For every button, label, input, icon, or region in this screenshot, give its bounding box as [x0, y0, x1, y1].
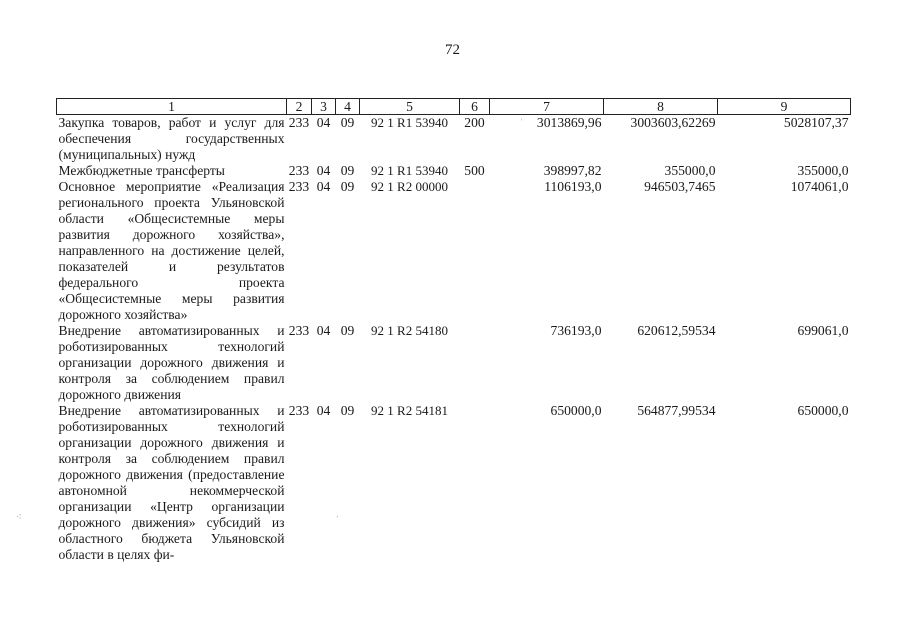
- cell-amount-3: 355000,0: [797, 163, 849, 178]
- cell-ministry-code: 233: [288, 163, 310, 178]
- cell-ministry-code: 233: [288, 323, 310, 338]
- col-header-8: 8: [604, 99, 718, 115]
- row-name: Внедрение автоматизированных и роботизированных технологий организации дорожного движения и контроля за соблюдением правил дорожного движения (предоставление автономной некоммерческой организации «Центр организации дорожного движения» субсидий из областного бюджета Ульяновской области в целях фи-: [58, 403, 285, 562]
- cell-expense-type: 500: [464, 163, 485, 178]
- cell-amount-3: 1074061,0: [790, 179, 849, 194]
- cell-amount-2: 946503,7465: [644, 179, 716, 194]
- table-row: [57, 403, 851, 563]
- cell-target-code: 92 1 R1 53940: [371, 115, 448, 130]
- cell-section: 04: [316, 115, 331, 130]
- col-header-7: 7: [490, 99, 604, 115]
- page-number: 72: [445, 42, 460, 58]
- cell-section: 04: [316, 403, 331, 418]
- cell-expense-type: 200: [464, 115, 485, 130]
- cell-amount-2: 620612,59534: [637, 323, 716, 338]
- cell-amount-1: 398997,82: [543, 163, 602, 178]
- table-row: [57, 179, 851, 323]
- cell-target-code: 92 1 R2 54180: [371, 323, 448, 338]
- scan-speck: ⁖: [16, 512, 22, 523]
- col-header-4: 4: [336, 99, 360, 115]
- cell-amount-2: 564877,99534: [637, 403, 716, 418]
- table-row: [57, 163, 851, 179]
- row-name: Основное мероприятие «Реализация регионального проекта Ульяновской области «Общесистемные меры развития дорожного хозяйства», направленного на достижение целей, показателей и результатов федерального проекта «Общесистемные меры развития дорожного хозяйства»: [58, 179, 285, 322]
- cell-ministry-code: 233: [288, 115, 310, 130]
- cell-target-code: 92 1 R1 53940: [371, 163, 448, 178]
- cell-expense-type: [460, 179, 490, 323]
- col-header-9: 9: [718, 99, 851, 115]
- cell-amount-2: 355000,0: [664, 163, 716, 178]
- col-header-5: 5: [360, 99, 460, 115]
- cell-subsection: 09: [340, 179, 355, 194]
- scan-speck: ˈ: [336, 515, 340, 526]
- cell-ministry-code: 233: [288, 179, 310, 194]
- row-name: Закупка товаров, работ и услуг для обеспечения государственных (муниципальных) нужд: [58, 115, 285, 162]
- cell-target-code: 92 1 R2 00000: [371, 179, 448, 194]
- cell-section: 04: [316, 179, 331, 194]
- cell-amount-1: 650000,0: [550, 403, 602, 418]
- col-header-2: 2: [287, 99, 312, 115]
- col-header-1: 1: [57, 99, 287, 115]
- cell-section: 04: [316, 323, 331, 338]
- cell-amount-1: 3013869,96: [536, 115, 602, 130]
- budget-table: [56, 98, 851, 563]
- cell-subsection: 09: [340, 163, 355, 178]
- cell-subsection: 09: [340, 403, 355, 418]
- cell-amount-1: 736193,0: [550, 323, 602, 338]
- col-header-6: 6: [460, 99, 490, 115]
- cell-expense-type: [460, 323, 490, 403]
- cell-subsection: 09: [340, 323, 355, 338]
- cell-target-code: 92 1 R2 54181: [371, 403, 448, 418]
- cell-section: 04: [316, 163, 331, 178]
- header-row: [57, 99, 851, 115]
- cell-amount-3: 699061,0: [797, 323, 849, 338]
- row-name: Внедрение автоматизированных и роботизированных технологий организации дорожного движения и контроля за соблюдением правил дорожного движения: [58, 323, 285, 402]
- cell-amount-1: 1106193,0: [544, 179, 602, 194]
- cell-expense-type: [460, 403, 490, 563]
- cell-amount-2: 3003603,62269: [630, 115, 716, 130]
- cell-ministry-code: 233: [288, 403, 310, 418]
- col-header-3: 3: [312, 99, 336, 115]
- row-name: Межбюджетные трансферты: [58, 163, 225, 178]
- table-row: [57, 323, 851, 403]
- cell-amount-3: 650000,0: [797, 403, 849, 418]
- scan-speck: ˈ: [520, 118, 524, 129]
- cell-amount-3: 5028107,37: [783, 115, 849, 130]
- table-row: [57, 115, 851, 164]
- cell-subsection: 09: [340, 115, 355, 130]
